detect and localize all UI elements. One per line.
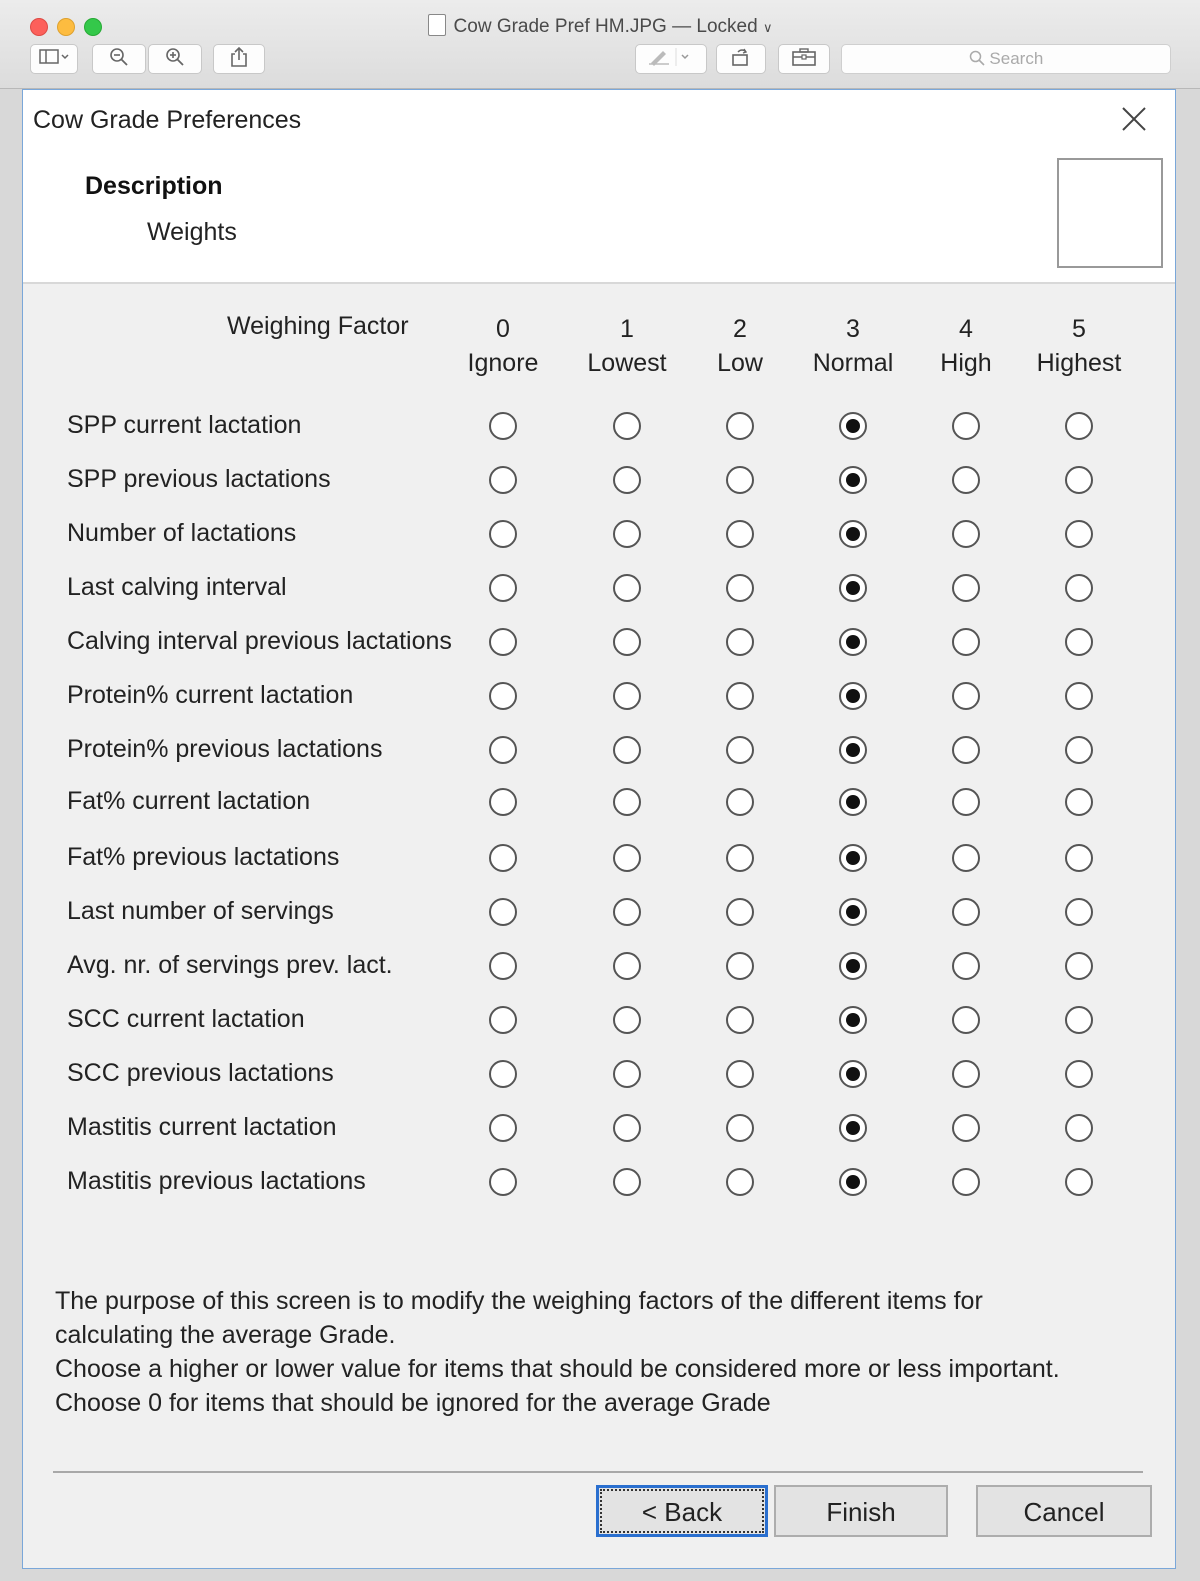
weight-radio-3[interactable]	[839, 952, 867, 980]
finish-button[interactable]: Finish	[774, 1485, 948, 1537]
weight-radio-0[interactable]	[489, 952, 517, 980]
weight-radio-2[interactable]	[726, 574, 754, 602]
weight-radio-5[interactable]	[1065, 1168, 1093, 1196]
column-label: Ignore	[467, 349, 539, 377]
markup-button[interactable]	[635, 44, 707, 74]
column-value: 4	[959, 315, 973, 343]
row-label: Mastitis previous lactations	[67, 1167, 366, 1195]
column-value: 5	[1072, 315, 1086, 343]
zoom-in-button[interactable]	[148, 44, 202, 74]
weight-radio-2[interactable]	[726, 682, 754, 710]
weight-radio-2[interactable]	[726, 1006, 754, 1034]
weight-radio-3[interactable]	[839, 1006, 867, 1034]
weight-radio-1[interactable]	[613, 736, 641, 764]
weight-radio-1[interactable]	[613, 682, 641, 710]
weight-radio-4[interactable]	[952, 952, 980, 980]
column-value: 1	[620, 315, 634, 343]
row-label: Fat% current lactation	[67, 787, 311, 815]
weight-radio-3[interactable]	[839, 520, 867, 548]
weight-radio-1[interactable]	[613, 788, 641, 816]
zoom-out-button[interactable]	[92, 44, 146, 74]
info-line: calculating the average Grade.	[55, 1321, 396, 1349]
row-label: SPP current lactation	[67, 411, 302, 439]
weight-radio-5[interactable]	[1065, 898, 1093, 926]
weight-radio-1[interactable]	[613, 628, 641, 656]
weight-radio-5[interactable]	[1065, 682, 1093, 710]
weight-radio-3[interactable]	[839, 682, 867, 710]
pen-icon	[647, 48, 695, 66]
weight-radio-0[interactable]	[489, 466, 517, 494]
weight-radio-3[interactable]	[839, 736, 867, 764]
weight-radio-5[interactable]	[1065, 952, 1093, 980]
zoom-in-icon	[165, 47, 185, 67]
weight-radio-2[interactable]	[726, 952, 754, 980]
cow-grade-preferences-dialog	[22, 89, 1176, 1569]
weight-radio-2[interactable]	[726, 1168, 754, 1196]
window-title-separator: —	[672, 16, 692, 37]
row-label: Last calving interval	[67, 573, 287, 601]
zoom-out-icon	[109, 47, 129, 67]
weighing-factor-label: Weighing Factor	[227, 312, 409, 340]
weight-radio-0[interactable]	[489, 1114, 517, 1142]
row-label: Fat% previous lactations	[67, 843, 340, 871]
row-label: SCC current lactation	[67, 1005, 305, 1033]
rotate-button[interactable]	[716, 44, 766, 74]
weight-radio-2[interactable]	[726, 520, 754, 548]
sidebar-toggle-button[interactable]	[30, 44, 78, 74]
weight-radio-1[interactable]	[613, 952, 641, 980]
document-icon	[428, 14, 446, 36]
weight-radio-3[interactable]	[839, 1168, 867, 1196]
weight-radio-0[interactable]	[489, 736, 517, 764]
info-line: Choose 0 for items that should be ignored for the average Grade	[55, 1389, 771, 1417]
column-label: Lowest	[587, 349, 667, 377]
weight-radio-4[interactable]	[952, 898, 980, 926]
column-header-3	[798, 312, 908, 380]
weight-radio-1[interactable]	[613, 412, 641, 440]
weight-radio-5[interactable]	[1065, 1060, 1093, 1088]
weight-radio-0[interactable]	[489, 898, 517, 926]
weight-radio-4[interactable]	[952, 628, 980, 656]
weight-radio-3[interactable]	[839, 574, 867, 602]
weight-radio-2[interactable]	[726, 844, 754, 872]
row-label: Mastitis current lactation	[67, 1113, 337, 1141]
description-heading: Description	[85, 172, 223, 200]
weight-radio-3[interactable]	[839, 898, 867, 926]
search-icon	[969, 50, 985, 66]
column-header-1	[572, 312, 682, 380]
column-header-4	[911, 312, 1021, 380]
weight-radio-5[interactable]	[1065, 1114, 1093, 1142]
weight-radio-2[interactable]	[726, 1114, 754, 1142]
weight-radio-4[interactable]	[952, 1060, 980, 1088]
info-text	[55, 1284, 1165, 1420]
weight-radio-1[interactable]	[613, 1060, 641, 1088]
weight-radio-4[interactable]	[952, 1114, 980, 1142]
weight-radio-3[interactable]	[839, 788, 867, 816]
weight-radio-4[interactable]	[952, 412, 980, 440]
weight-radio-0[interactable]	[489, 788, 517, 816]
weight-radio-4[interactable]	[952, 574, 980, 602]
share-button[interactable]	[213, 44, 265, 74]
weight-radio-3[interactable]	[839, 1114, 867, 1142]
weight-radio-5[interactable]	[1065, 520, 1093, 548]
weight-radio-1[interactable]	[613, 520, 641, 548]
weight-radio-0[interactable]	[489, 574, 517, 602]
info-line: The purpose of this screen is to modify the weighing factors of the different items for	[55, 1287, 983, 1315]
info-line: Choose a higher or lower value for items that should be considered more or less important.	[55, 1355, 1060, 1383]
row-label: SCC previous lactations	[67, 1059, 334, 1087]
weight-radio-2[interactable]	[726, 1060, 754, 1088]
weight-radio-3[interactable]	[839, 844, 867, 872]
weight-radio-5[interactable]	[1065, 1006, 1093, 1034]
weight-radio-2[interactable]	[726, 628, 754, 656]
weight-radio-1[interactable]	[613, 1168, 641, 1196]
weight-radio-4[interactable]	[952, 788, 980, 816]
window-titlebar	[0, 0, 1200, 89]
weight-radio-0[interactable]	[489, 628, 517, 656]
toolbox-button[interactable]	[778, 44, 830, 74]
weight-radio-0[interactable]	[489, 682, 517, 710]
lock-status[interactable]: Locked	[696, 16, 758, 37]
window-title	[0, 14, 1200, 38]
toolbox-icon	[791, 47, 817, 67]
chevron-down-icon[interactable]: ∨	[762, 20, 773, 35]
search-input[interactable]	[841, 44, 1171, 74]
column-label: Normal	[812, 349, 894, 377]
weight-radio-4[interactable]	[952, 466, 980, 494]
back-button[interactable]: < Back	[596, 1485, 768, 1537]
weight-radio-2[interactable]	[726, 898, 754, 926]
column-header-5	[1024, 312, 1134, 380]
weight-radio-2[interactable]	[726, 788, 754, 816]
search-placeholder: Search	[989, 49, 1044, 68]
row-label: Last number of servings	[67, 897, 334, 925]
weight-radio-2[interactable]	[726, 412, 754, 440]
column-value: 0	[496, 315, 510, 343]
column-label: Low	[717, 349, 763, 377]
weight-radio-4[interactable]	[952, 736, 980, 764]
weight-radio-4[interactable]	[952, 844, 980, 872]
weight-radio-0[interactable]	[489, 520, 517, 548]
weight-radio-5[interactable]	[1065, 844, 1093, 872]
description-subtitle: Weights	[147, 218, 237, 246]
row-label: Avg. nr. of servings prev. lact.	[67, 951, 393, 979]
footer-divider	[53, 1471, 1143, 1473]
column-value: 3	[846, 315, 860, 343]
window-title-text: Cow Grade Pref HM.JPG	[453, 16, 667, 37]
row-label: SPP previous lactations	[67, 465, 331, 493]
weight-radio-0[interactable]	[489, 412, 517, 440]
column-value: 2	[733, 315, 747, 343]
column-header-2	[685, 312, 795, 380]
weight-radio-2[interactable]	[726, 466, 754, 494]
row-label: Number of lactations	[67, 519, 297, 547]
preview-image-box	[1057, 158, 1163, 268]
column-label: Highest	[1036, 349, 1122, 377]
weight-radio-4[interactable]	[952, 1168, 980, 1196]
row-label: Protein% previous lactations	[67, 735, 383, 763]
weight-radio-1[interactable]	[613, 844, 641, 872]
dialog-title: Cow Grade Preferences	[33, 106, 302, 134]
weight-radio-2[interactable]	[726, 736, 754, 764]
weight-radio-5[interactable]	[1065, 788, 1093, 816]
close-icon[interactable]	[1119, 104, 1149, 134]
weight-radio-5[interactable]	[1065, 412, 1093, 440]
weight-radio-3[interactable]	[839, 628, 867, 656]
weight-radio-0[interactable]	[489, 1060, 517, 1088]
rotate-icon	[730, 46, 752, 68]
column-header-0	[448, 312, 558, 380]
weight-radio-3[interactable]	[839, 412, 867, 440]
weight-radio-5[interactable]	[1065, 466, 1093, 494]
weight-radio-4[interactable]	[952, 682, 980, 710]
weight-radio-0[interactable]	[489, 1168, 517, 1196]
cancel-button[interactable]: Cancel	[976, 1485, 1152, 1537]
share-icon	[230, 46, 248, 68]
weight-radio-1[interactable]	[613, 466, 641, 494]
dialog-header	[23, 90, 1175, 284]
weight-radio-1[interactable]	[613, 898, 641, 926]
weight-radio-3[interactable]	[839, 466, 867, 494]
weight-radio-1[interactable]	[613, 574, 641, 602]
weight-radio-0[interactable]	[489, 844, 517, 872]
weight-radio-0[interactable]	[489, 1006, 517, 1034]
weight-radio-5[interactable]	[1065, 574, 1093, 602]
weight-radio-1[interactable]	[613, 1114, 641, 1142]
weight-radio-4[interactable]	[952, 1006, 980, 1034]
weight-radio-4[interactable]	[952, 520, 980, 548]
row-label: Protein% current lactation	[67, 681, 354, 709]
weight-radio-3[interactable]	[839, 1060, 867, 1088]
weight-radio-5[interactable]	[1065, 736, 1093, 764]
sidebar-icon	[39, 48, 69, 66]
weight-radio-1[interactable]	[613, 1006, 641, 1034]
row-label: Calving interval previous lactations	[67, 627, 452, 655]
column-label: High	[940, 349, 992, 377]
weight-radio-5[interactable]	[1065, 628, 1093, 656]
